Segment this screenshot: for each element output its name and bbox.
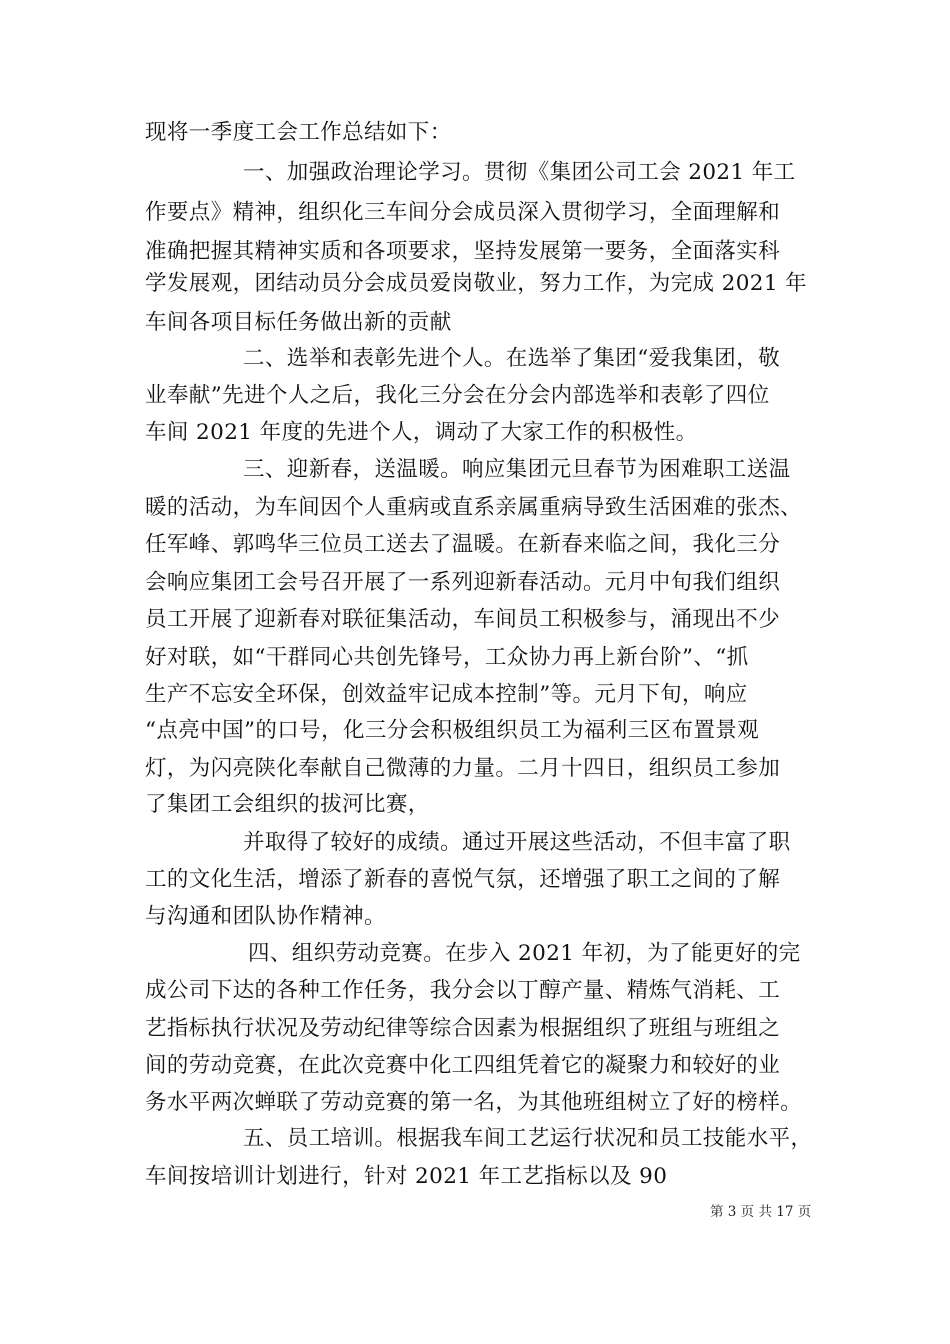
text-line: 业奉献”先进个人之后，我化三分会在分会内部选举和表彰了四位 <box>145 383 770 408</box>
text-line: 艺指标执行状况及劳动纪律等综合因素为根据组织了班组与班组之 <box>145 1016 781 1041</box>
text-line: 现将一季度工会工作总结如下： <box>145 120 452 145</box>
text-line: “点亮中国”的口号，化三分会积极组织员工为福利三区布置景观 <box>145 718 760 743</box>
text-line: 车间 2021 年度的先进个人，调动了大家工作的积极性。 <box>145 420 698 445</box>
text-line: 暖的活动，为车间因个人重病或直系亲属重病导致生活困难的张杰、 <box>145 495 803 520</box>
text-line: 生产不忘安全环保，创效益牢记成本控制”等。元月下旬，响应 <box>145 682 748 707</box>
text-line: 会响应集团工会号召开展了一系列迎新春活动。元月中旬我们组织 <box>145 570 781 595</box>
text-line: 了集团工会组织的拔河比赛， <box>145 792 430 817</box>
text-line: 一、加强政治理论学习。贯彻《集团公司工会 2021 年工 <box>243 160 796 185</box>
text-line: 员工开展了迎新春对联征集活动，车间员工积极参与，涌现出不少 <box>145 607 781 632</box>
text-line: 任军峰、郭鸣华三位员工送去了温暖。在新春来临之间，我化三分 <box>145 532 781 557</box>
text-line: 车间各项目标任务做出新的贡献 <box>145 310 452 335</box>
text-line: 好对联，如“干群同心共创先锋号，工众协力再上新台阶”、“抓 <box>145 645 749 670</box>
text-line: 学发展观，团结动员分会成员爱岗敬业，努力工作，为完成 2021 年 <box>145 271 808 296</box>
text-line: 工的文化生活，增添了新春的喜悦气氛，还增强了职工之间的了解 <box>145 867 781 892</box>
text-line: 作要点》精神，组织化三车间分会成员深入贯彻学习，全面理解和 <box>145 200 781 225</box>
text-line: 灯，为闪亮陕化奉献自己微薄的力量。二月十四日，组织员工参加 <box>145 756 781 781</box>
page-number-footer: 第 3 页 共 17 页 <box>710 1204 812 1220</box>
text-line: 五、员工培训。根据我车间工艺运行状况和员工技能水平， <box>243 1126 813 1151</box>
text-line: 成公司下达的各种工作任务，我分会以丁醇产量、精炼气消耗、工 <box>145 978 781 1003</box>
text-line: 间的劳动竞赛，在此次竞赛中化工四组凭着它的凝聚力和较好的业 <box>145 1053 781 1078</box>
text-line: 务水平两次蝉联了劳动竞赛的第一名，为其他班组树立了好的榜样。 <box>145 1090 803 1115</box>
text-line: 并取得了较好的成绩。通过开展这些活动，不但丰富了职 <box>243 830 791 855</box>
text-line: 车间按培训计划进行，针对 2021 年工艺指标以及 90 <box>145 1164 668 1189</box>
text-line: 四、组织劳动竞赛。在步入 2021 年初，为了能更好的完 <box>248 941 801 966</box>
text-line: 二、选举和表彰先进个人。在选举了集团“爱我集团，敬 <box>243 346 780 371</box>
text-line: 准确把握其精神实质和各项要求，坚持发展第一要务，全面落实科 <box>145 239 781 264</box>
text-line: 与沟通和团队协作精神。 <box>145 904 386 929</box>
text-line: 三、迎新春，送温暖。响应集团元旦春节为困难职工送温 <box>243 457 791 482</box>
